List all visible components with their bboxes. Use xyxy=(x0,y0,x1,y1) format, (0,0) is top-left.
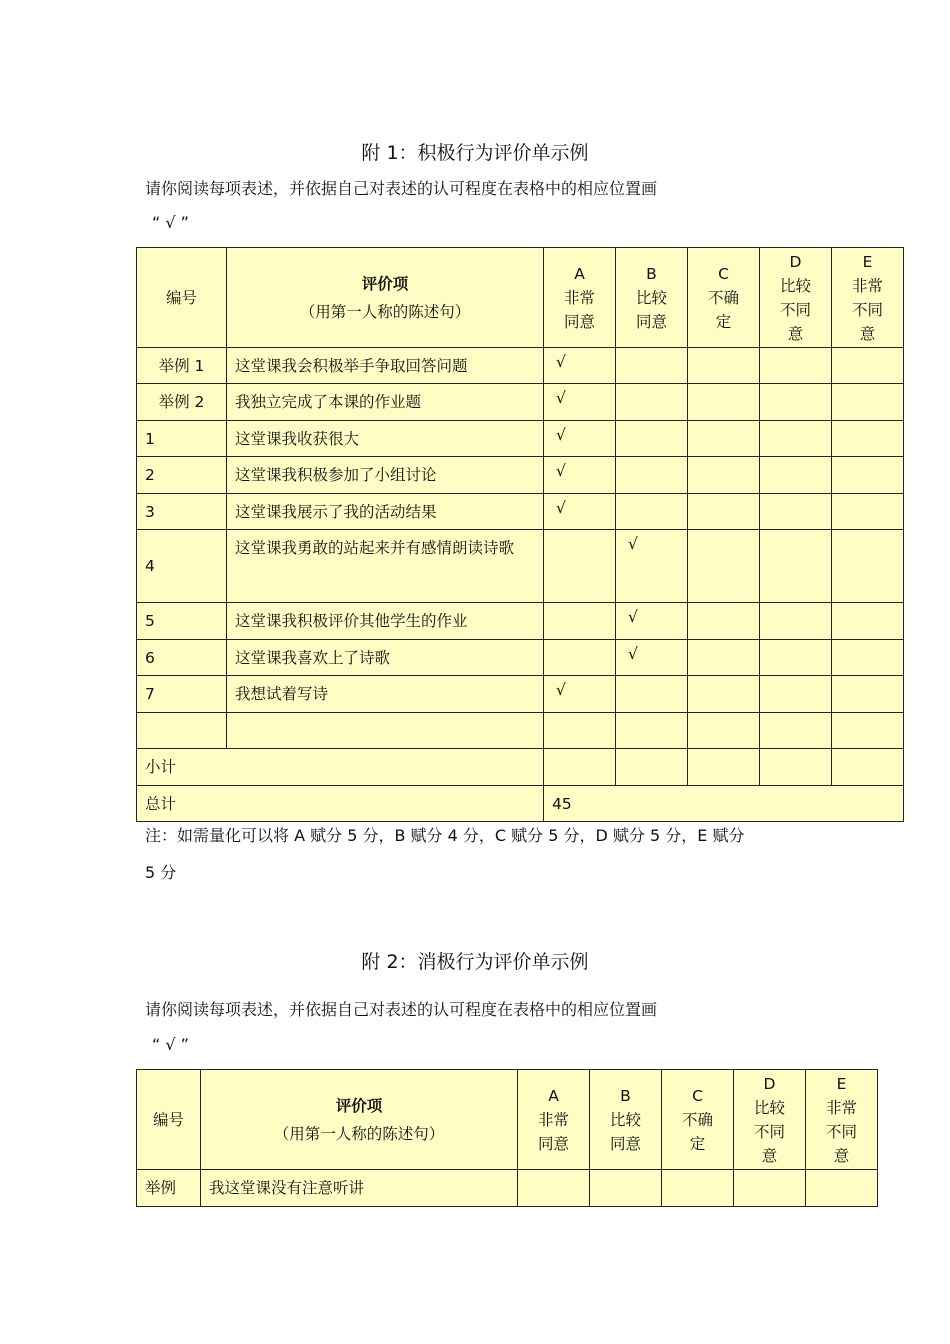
option-text: 定 xyxy=(689,1134,706,1153)
rating-cell-b[interactable] xyxy=(616,530,688,603)
rating-cell-e[interactable] xyxy=(832,640,904,676)
row-statement xyxy=(227,713,544,749)
row-statement: 这堂课我积极参加了小组讨论 xyxy=(227,457,544,494)
table-row xyxy=(137,1170,878,1207)
row-statement: 这堂课我勇敢的站起来并有感情朗读诗歌 xyxy=(227,530,544,603)
section1-note: 注：如需量化可以将 A 赋分 5 分，B 赋分 4 分，C 赋分 5 分，D 赋分 5 分，E 赋分 xyxy=(145,826,745,845)
option-text: 同意 xyxy=(635,312,667,331)
subtotal-cell xyxy=(616,749,688,786)
option-text: 意 xyxy=(859,324,876,343)
option-letter: A xyxy=(574,264,585,283)
subtotal-cell xyxy=(688,749,760,786)
row-statement: 我想试着写诗 xyxy=(227,676,544,713)
check-mark: √ xyxy=(628,645,638,663)
rating-cell-b[interactable] xyxy=(616,348,688,384)
section1-title: 附 1：积极行为评价单示例 xyxy=(361,142,589,164)
option-text: 不确 xyxy=(707,288,739,307)
check-mark: √ xyxy=(556,389,566,407)
option-text: 比较 xyxy=(609,1110,641,1129)
header-item-subtitle: （用第一人称的陈述句） xyxy=(273,1124,445,1143)
option-letter: D xyxy=(789,252,802,271)
option-text: 比较 xyxy=(779,276,811,295)
option-text: 不同 xyxy=(753,1122,785,1141)
option-letter: A xyxy=(548,1086,559,1105)
row-id: 7 xyxy=(137,676,227,713)
rating-cell-e[interactable] xyxy=(832,457,904,494)
header-option-b xyxy=(590,1070,662,1170)
header-id: 编号 xyxy=(137,1070,201,1170)
option-text: 比较 xyxy=(635,288,667,307)
rating-cell-c[interactable] xyxy=(688,603,760,640)
row-statement: 这堂课我展示了我的活动结果 xyxy=(227,494,544,530)
option-text: 同意 xyxy=(537,1134,569,1153)
table-row xyxy=(137,640,904,676)
rating-cell-a[interactable] xyxy=(544,348,616,384)
rating-cell-c[interactable] xyxy=(688,640,760,676)
rating-cell-c[interactable] xyxy=(688,530,760,603)
option-text: 不同 xyxy=(825,1122,857,1141)
row-statement: 这堂课我喜欢上了诗歌 xyxy=(227,640,544,676)
total-value: 45 xyxy=(544,786,904,822)
rating-cell-e[interactable] xyxy=(832,421,904,457)
subtotal-cell xyxy=(760,749,832,786)
positive-evaluation-table xyxy=(136,247,904,822)
option-text: 非常 xyxy=(825,1098,857,1117)
option-text: 不确 xyxy=(681,1110,713,1129)
rating-cell-e[interactable] xyxy=(832,713,904,749)
rating-cell-b[interactable] xyxy=(616,640,688,676)
table-header-row xyxy=(137,1070,878,1170)
section2-title: 附 2：消极行为评价单示例 xyxy=(361,951,589,973)
rating-cell-a[interactable] xyxy=(544,603,616,640)
rating-cell-b[interactable] xyxy=(616,494,688,530)
check-mark: √ xyxy=(556,681,566,699)
option-text: 意 xyxy=(761,1146,778,1165)
table-row xyxy=(137,530,904,603)
rating-cell-d[interactable] xyxy=(760,640,832,676)
rating-cell-a[interactable] xyxy=(544,421,616,457)
table-row xyxy=(137,348,904,384)
check-mark: √ xyxy=(556,499,566,517)
row-id: 2 xyxy=(137,457,227,494)
rating-cell-d[interactable] xyxy=(760,348,832,384)
rating-cell-a[interactable] xyxy=(544,640,616,676)
row-id xyxy=(137,713,227,749)
header-option-c xyxy=(662,1070,734,1170)
rating-cell-a[interactable] xyxy=(544,530,616,603)
option-text: 不同 xyxy=(851,300,883,319)
header-option-a xyxy=(544,248,616,348)
rating-cell-a[interactable] xyxy=(544,494,616,530)
header-option-c xyxy=(688,248,760,348)
check-mark: √ xyxy=(556,353,566,371)
rating-cell-e[interactable] xyxy=(832,530,904,603)
header-option-e xyxy=(832,248,904,348)
rating-cell-b[interactable] xyxy=(590,1170,662,1207)
section2-instruction-mark: “ √ ” xyxy=(152,1035,189,1054)
option-text: 同意 xyxy=(563,312,595,331)
option-letter: B xyxy=(646,264,657,283)
row-id: 举例 xyxy=(137,1170,201,1207)
rating-cell-d[interactable] xyxy=(760,421,832,457)
section1-note-cont: 5 分 xyxy=(145,863,177,882)
table-row xyxy=(137,676,904,713)
rating-cell-c[interactable] xyxy=(662,1170,734,1207)
rating-cell-d[interactable] xyxy=(760,494,832,530)
option-letter: C xyxy=(718,264,729,283)
rating-cell-b[interactable] xyxy=(616,457,688,494)
table-row xyxy=(137,494,904,530)
rating-cell-b[interactable] xyxy=(616,603,688,640)
header-option-d xyxy=(734,1070,806,1170)
header-item xyxy=(201,1070,518,1170)
rating-cell-c[interactable] xyxy=(688,676,760,713)
rating-cell-d[interactable] xyxy=(760,457,832,494)
row-id: 6 xyxy=(137,640,227,676)
check-mark: √ xyxy=(628,608,638,626)
subtotal-label: 小计 xyxy=(137,749,544,786)
row-statement: 这堂课我积极评价其他学生的作业 xyxy=(227,603,544,640)
rating-cell-c[interactable] xyxy=(688,457,760,494)
option-text: 意 xyxy=(833,1146,850,1165)
rating-cell-c[interactable] xyxy=(688,421,760,457)
header-option-e xyxy=(806,1070,878,1170)
row-id: 举例 1 xyxy=(137,348,227,384)
header-option-d xyxy=(760,248,832,348)
rating-cell-c[interactable] xyxy=(688,384,760,421)
check-mark: √ xyxy=(556,426,566,444)
rating-cell-d[interactable] xyxy=(760,603,832,640)
check-mark: √ xyxy=(628,535,638,553)
header-item-title: 评价项 xyxy=(361,274,409,293)
rating-cell-a[interactable] xyxy=(544,713,616,749)
header-option-a xyxy=(518,1070,590,1170)
rating-cell-e[interactable] xyxy=(832,494,904,530)
header-item-subtitle: （用第一人称的陈述句） xyxy=(299,302,471,321)
rating-cell-b[interactable] xyxy=(616,384,688,421)
option-letter: C xyxy=(692,1086,703,1105)
option-text: 同意 xyxy=(609,1134,641,1153)
total-row xyxy=(137,786,904,822)
table-row xyxy=(137,603,904,640)
rating-cell-d[interactable] xyxy=(760,676,832,713)
rating-cell-d[interactable] xyxy=(734,1170,806,1207)
rating-cell-c[interactable] xyxy=(688,348,760,384)
table-header-row xyxy=(137,248,904,348)
section2-instruction: 请你阅读每项表述，并依据自己对表述的认可程度在表格中的相应位置画 xyxy=(145,1000,658,1019)
rating-cell-c[interactable] xyxy=(688,494,760,530)
row-statement: 我独立完成了本课的作业题 xyxy=(227,384,544,421)
section1-instruction: 请你阅读每项表述，并依据自己对表述的认可程度在表格中的相应位置画 xyxy=(145,179,658,198)
total-label: 总计 xyxy=(137,786,544,822)
rating-cell-b[interactable] xyxy=(616,676,688,713)
option-letter: E xyxy=(862,252,873,271)
header-item-title: 评价项 xyxy=(335,1096,383,1115)
table-row xyxy=(137,713,904,749)
rating-cell-c[interactable] xyxy=(688,713,760,749)
subtotal-cell xyxy=(544,749,616,786)
option-text: 非常 xyxy=(563,288,595,307)
rating-cell-e[interactable] xyxy=(832,384,904,421)
row-statement: 这堂课我会积极举手争取回答问题 xyxy=(227,348,544,384)
row-id: 1 xyxy=(137,421,227,457)
table-row xyxy=(137,457,904,494)
rating-cell-e[interactable] xyxy=(832,676,904,713)
rating-cell-d[interactable] xyxy=(760,530,832,603)
rating-cell-b[interactable] xyxy=(616,713,688,749)
header-option-b xyxy=(616,248,688,348)
check-mark: √ xyxy=(556,462,566,480)
option-text: 非常 xyxy=(537,1110,569,1129)
option-text: 意 xyxy=(787,324,804,343)
rating-cell-a[interactable] xyxy=(518,1170,590,1207)
rating-cell-e[interactable] xyxy=(832,603,904,640)
rating-cell-e[interactable] xyxy=(832,348,904,384)
table-row xyxy=(137,421,904,457)
row-statement: 我这堂课没有注意听讲 xyxy=(201,1170,518,1207)
option-text: 不同 xyxy=(779,300,811,319)
subtotal-cell xyxy=(832,749,904,786)
header-id: 编号 xyxy=(137,248,227,348)
rating-cell-a[interactable] xyxy=(544,676,616,713)
table-row xyxy=(137,384,904,421)
rating-cell-d[interactable] xyxy=(760,384,832,421)
rating-cell-a[interactable] xyxy=(544,457,616,494)
rating-cell-e[interactable] xyxy=(806,1170,878,1207)
row-id: 举例 2 xyxy=(137,384,227,421)
rating-cell-d[interactable] xyxy=(760,713,832,749)
row-statement: 这堂课我收获很大 xyxy=(227,421,544,457)
rating-cell-b[interactable] xyxy=(616,421,688,457)
option-letter: E xyxy=(836,1074,847,1093)
option-letter: D xyxy=(763,1074,776,1093)
option-letter: B xyxy=(620,1086,631,1105)
option-text: 定 xyxy=(715,312,732,331)
header-item xyxy=(227,248,544,348)
subtotal-row xyxy=(137,749,904,786)
row-id: 3 xyxy=(137,494,227,530)
rating-cell-a[interactable] xyxy=(544,384,616,421)
option-text: 比较 xyxy=(753,1098,785,1117)
option-text: 非常 xyxy=(851,276,883,295)
row-id: 5 xyxy=(137,603,227,640)
section1-instruction-mark: “ √ ” xyxy=(152,213,189,232)
row-id: 4 xyxy=(137,530,227,603)
negative-evaluation-table xyxy=(136,1069,878,1207)
